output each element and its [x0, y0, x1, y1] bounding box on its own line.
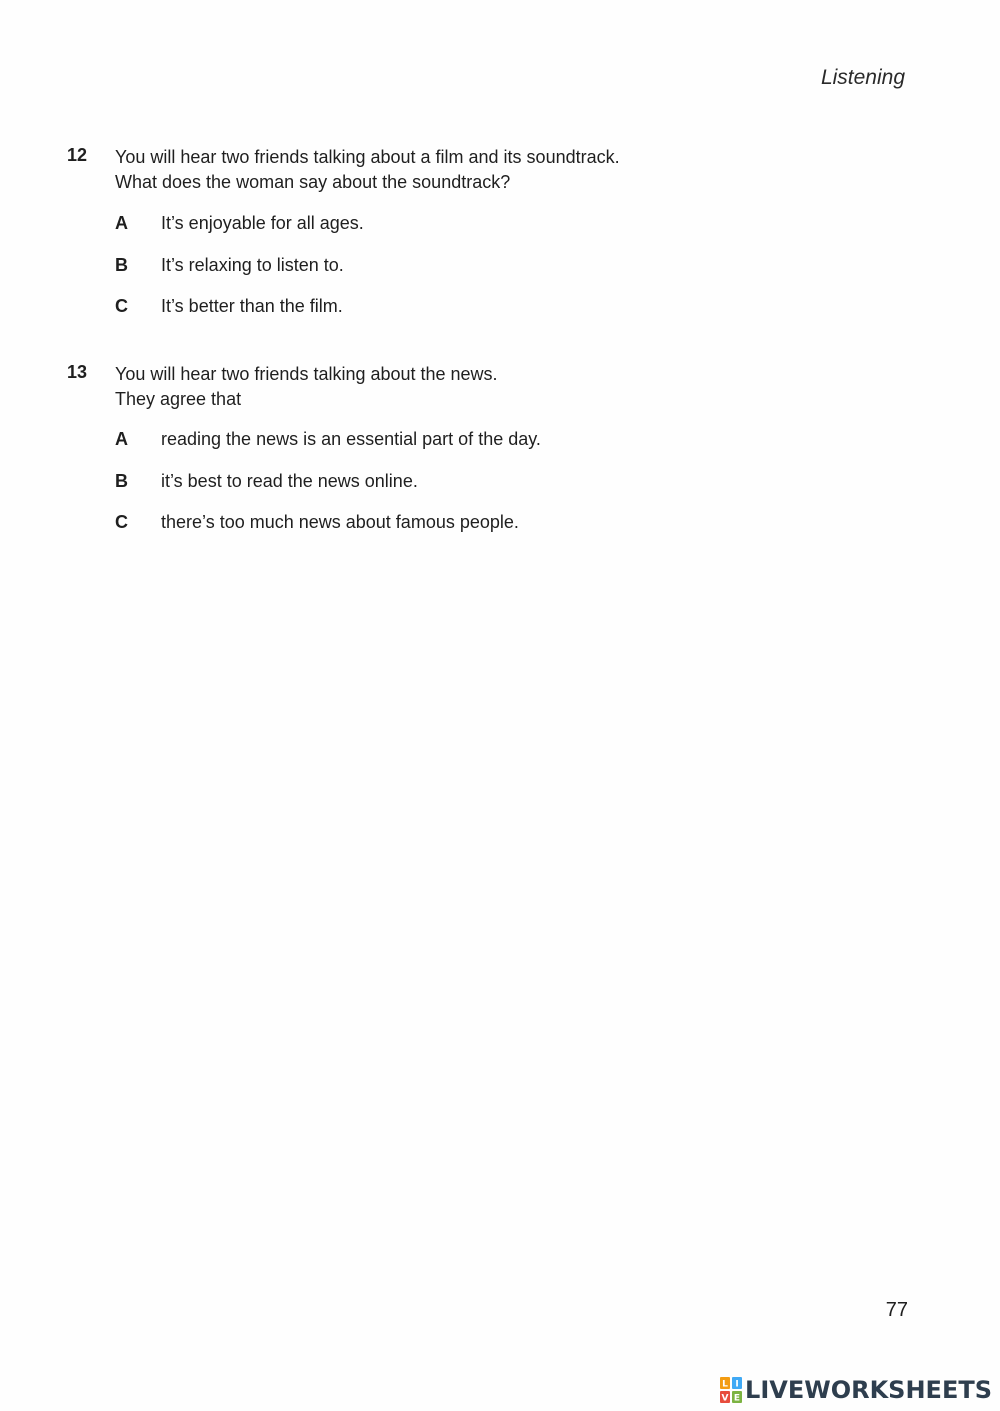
svg-text:V: V: [721, 1393, 729, 1403]
option-letter: A: [115, 429, 128, 449]
brand-name: LIVEWORKSHEETS: [745, 1376, 992, 1404]
svg-text:L: L: [722, 1379, 728, 1390]
option-text: it’s best to read the news online.: [161, 471, 418, 491]
question-number: 12: [67, 145, 88, 165]
question-stem: [115, 145, 620, 195]
section-title: Listening: [820, 66, 905, 89]
option-letter: C: [115, 512, 128, 532]
option-text: It’s relaxing to listen to.: [161, 255, 344, 275]
option-a[interactable]: [115, 429, 541, 450]
option-text: there’s too much news about famous people.: [161, 512, 519, 532]
option-c[interactable]: [115, 296, 343, 317]
option-b[interactable]: [115, 255, 344, 276]
liveworksheets-brand[interactable]: [720, 1375, 992, 1405]
question-stem-line: You will hear two friends talking about a film and its soundtrack.: [115, 147, 620, 167]
question-stem: [115, 362, 498, 412]
option-letter: B: [115, 255, 128, 275]
option-letter: C: [115, 296, 128, 316]
option-b[interactable]: [115, 471, 418, 492]
option-text: reading the news is an essential part of the day.: [161, 429, 541, 449]
svg-text:E: E: [733, 1393, 741, 1403]
option-a[interactable]: [115, 213, 364, 234]
option-letter: B: [115, 471, 128, 491]
page-number: 77: [885, 1299, 908, 1321]
option-text: It’s enjoyable for all ages.: [161, 213, 364, 233]
question-number: 13: [67, 362, 88, 382]
svg-text:I: I: [735, 1379, 739, 1390]
option-c[interactable]: [115, 512, 519, 533]
liveworksheets-logo-icon: [720, 1377, 742, 1403]
question-stem-line: They agree that: [115, 389, 242, 409]
question-stem-line: What does the woman say about the soundtrack?: [115, 172, 511, 192]
option-text: It’s better than the film.: [161, 296, 343, 316]
question-stem-line: You will hear two friends talking about the news.: [115, 364, 498, 384]
option-letter: A: [115, 213, 128, 233]
